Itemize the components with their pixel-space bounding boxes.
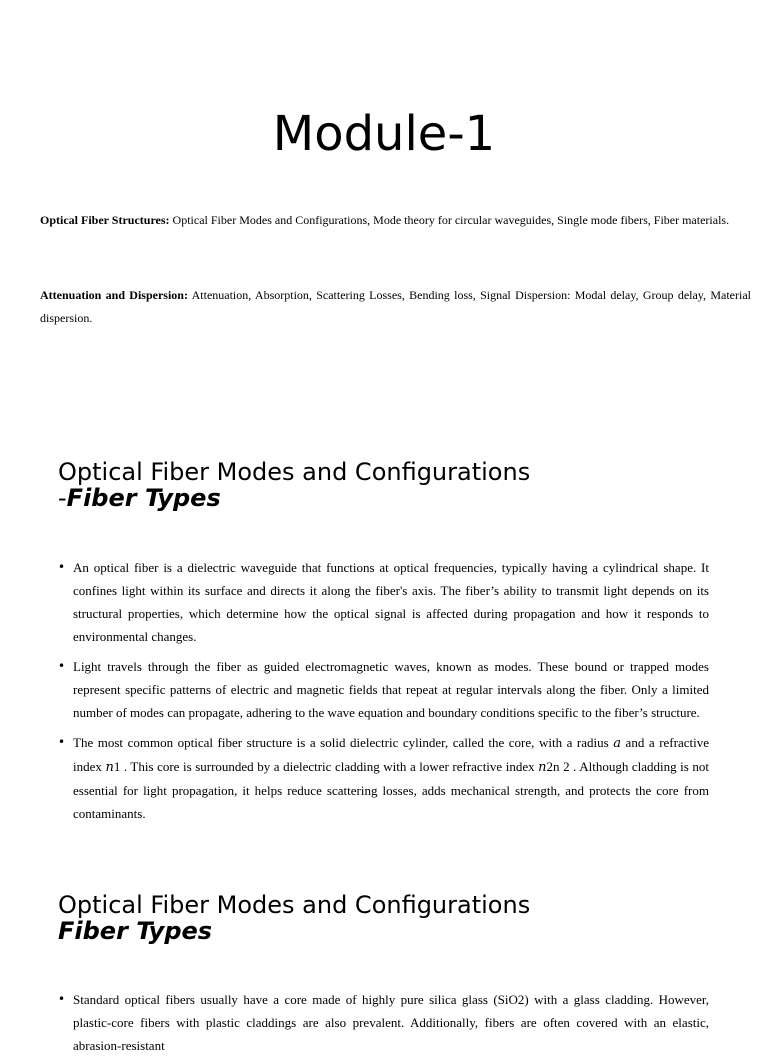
list-item-text: Standard optical fibers usually have a core made of highly pure silica glass (SiO2) with a glass cladding. However, plastic-core fibers with plastic claddings are also prevalent. Additionally, fibers are often covered with an elastic, abrasion-resistant (73, 992, 709, 1053)
syllabus-paragraph-attenuation (40, 284, 751, 330)
list-item-text (73, 735, 709, 821)
module-title: Module-1 (272, 106, 496, 162)
text-segment: 1 . This core is surrounded by a dielectric cladding with a lower refractive index (113, 759, 539, 774)
bullet-icon: • (58, 992, 66, 1006)
syllabus-text: Optical Fiber Modes and Configurations, Mode theory for circular waveguides, Single mode fibers, Fiber materials. (169, 213, 730, 227)
text-segment: and a refractive index (73, 735, 709, 774)
section-title-line1: Optical Fiber Modes and Configurations (58, 458, 531, 486)
bullet-icon: • (58, 735, 66, 749)
math-symbol: n (105, 760, 114, 775)
math-symbol: a (613, 736, 622, 751)
math-symbol: n (538, 760, 547, 775)
section-title (58, 459, 718, 511)
syllabus-paragraph-structures (40, 209, 751, 232)
bullet-icon: • (58, 560, 66, 574)
text-segment: 2n 2 . Although cladding is not essential for light propagation, it helps reduce scattering losses, adds mechanical strength, and protects the core from contaminants. (73, 759, 709, 821)
title-subtitle: Fiber Types (66, 484, 221, 512)
list-item (58, 556, 709, 648)
list-item (58, 988, 709, 1057)
text-segment: The most common optical fiber structure is a solid dielectric cylinder, called the core, with a radius (73, 735, 614, 750)
bullet-list (58, 988, 709, 1064)
bullet-list (58, 556, 709, 832)
syllabus-heading: Optical Fiber Structures: (40, 213, 170, 227)
section-title-line1: Optical Fiber Modes and Configurations (58, 891, 531, 919)
list-item-text: Light travels through the fiber as guided electromagnetic waves, known as modes. These bound or trapped modes represent specific patterns of electric and magnetic fields that repeat at regular intervals along the fiber. Only a limited number of modes can propagate, adhering to the wave equation and boundary conditions specific to the fiber’s structure. (73, 659, 709, 720)
list-item (58, 655, 709, 724)
syllabus-text: Attenuation, Absorption, Scattering Losses, Bending loss, Signal Dispersion: Modal delay, Group delay, Material dispersion. (40, 288, 751, 325)
bullet-icon: • (58, 659, 66, 673)
section-title-line2 (58, 485, 718, 511)
section-title (58, 892, 718, 944)
list-item-text: An optical fiber is a dielectric waveguide that functions at optical frequencies, typically having a cylindrical shape. It confines light within its surface and directs it along the fiber's axis. The fiber’s ability to transmit light depends on its structural properties, which determine how the optical signal is affected during propagation and how it responds to environmental changes. (73, 560, 709, 644)
section-title-line2: Fiber Types (58, 917, 213, 945)
syllabus-heading: Attenuation and Dispersion: (40, 288, 188, 302)
list-item (58, 731, 709, 825)
title-prefix: - (58, 484, 67, 512)
